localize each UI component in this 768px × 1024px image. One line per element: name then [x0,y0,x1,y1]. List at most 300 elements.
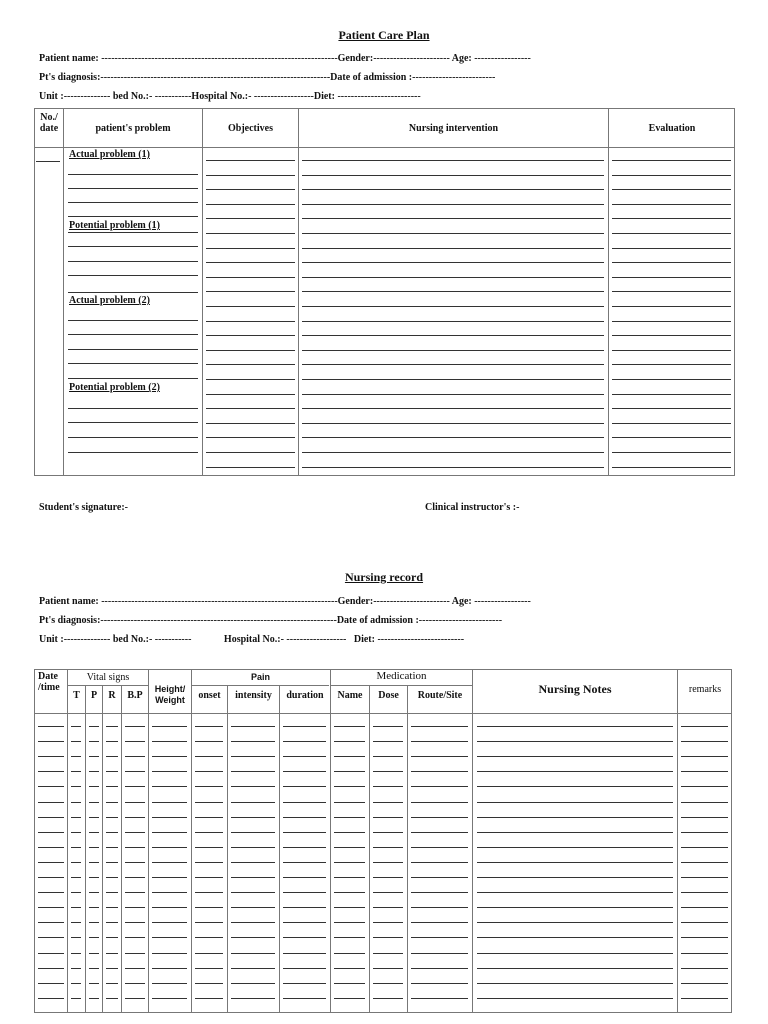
record-entry-line [89,802,99,803]
record-entry-line [152,756,187,757]
care-plan-col-problem: patient's problem [95,123,171,134]
record-entry-line [283,968,326,969]
objective-writing-line [206,364,295,365]
nursing-record-patient-line: Patient name: -----------------------------------------------------------------------Gender:----------------------- Age: ----------------- [39,596,531,607]
record-entry-line [125,968,145,969]
record-entry-line [125,832,145,833]
record-entry-line [411,832,468,833]
record-entry-line [38,771,64,772]
record-entry-line [71,998,81,999]
record-entry-line [681,922,728,923]
record-entry-line [71,907,81,908]
record-entry-line [283,998,326,999]
problem-writing-line [68,422,198,423]
nursing-record-header-divider [34,713,732,714]
record-entry-line [195,953,223,954]
record-entry-line [38,741,64,742]
care-plan-col-objectives: Objectives [228,123,273,134]
record-entry-line [89,741,99,742]
record-entry-line [89,832,99,833]
record-entry-line [106,892,118,893]
record-entry-line [334,771,365,772]
record-entry-line [477,998,673,999]
record-entry-line [125,817,145,818]
record-entry-line [89,907,99,908]
evaluation-writing-line [612,379,731,380]
record-entry-line [125,802,145,803]
record-entry-line [38,937,64,938]
record-entry-line [373,937,403,938]
record-entry-line [195,983,223,984]
record-entry-line [681,877,728,878]
record-entry-line [411,847,468,848]
record-entry-line [71,983,81,984]
care-plan-col-divider [63,108,64,476]
record-entry-line [106,877,118,878]
record-entry-line [681,937,728,938]
col-nursing-notes: Nursing Notes [538,682,612,696]
record-entry-line [152,922,187,923]
record-entry-line [477,907,673,908]
record-entry-line [152,968,187,969]
record-entry-line [38,847,64,848]
record-entry-line [231,983,275,984]
record-entry-line [106,983,118,984]
objective-writing-line [206,218,295,219]
nursing-record-col-divider [369,685,370,1013]
problem-writing-line [68,232,198,233]
record-entry-line [283,832,326,833]
objective-writing-line [206,423,295,424]
record-entry-line [334,922,365,923]
care-plan-col-divider [608,108,609,476]
record-entry-line [152,726,187,727]
record-entry-line [89,877,99,878]
evaluation-writing-line [612,467,731,468]
record-entry-line [195,817,223,818]
record-entry-line [38,726,64,727]
record-entry-line [152,937,187,938]
record-entry-line [106,771,118,772]
problem-writing-line [68,363,198,364]
record-entry-line [334,847,365,848]
intervention-writing-line [302,350,604,351]
record-entry-line [106,832,118,833]
record-entry-line [195,968,223,969]
nursing-record-col-divider [677,669,678,1013]
objective-writing-line [206,262,295,263]
record-entry-line [334,726,365,727]
care-plan-col-intervention: Nursing intervention [408,123,499,134]
intervention-writing-line [302,335,604,336]
record-entry-line [38,953,64,954]
record-entry-line [195,847,223,848]
evaluation-writing-line [612,248,731,249]
objective-writing-line [206,189,295,190]
record-entry-line [373,998,403,999]
record-entry-line [106,847,118,848]
evaluation-writing-line [612,394,731,395]
record-entry-line [477,968,673,969]
record-entry-line [89,786,99,787]
record-entry-line [411,937,468,938]
record-entry-line [477,832,673,833]
evaluation-writing-line [612,204,731,205]
intervention-writing-line [302,437,604,438]
col-vital-signs: Vital signs [86,672,130,683]
col-bp: B.P [127,690,143,701]
record-entry-line [38,786,64,787]
record-entry-line [125,847,145,848]
record-entry-line [125,922,145,923]
nursing-record-col-divider [148,669,149,1013]
objective-writing-line [206,452,295,453]
record-entry-line [71,968,81,969]
record-entry-line [411,877,468,878]
objective-writing-line [206,379,295,380]
record-entry-line [38,877,64,878]
record-entry-line [681,786,728,787]
problem-writing-line [68,174,198,175]
care-plan-col-divider [298,108,299,476]
record-entry-line [125,907,145,908]
objective-writing-line [206,335,295,336]
record-entry-line [681,907,728,908]
intervention-writing-line [302,394,604,395]
objective-writing-line [206,408,295,409]
record-entry-line [106,922,118,923]
record-entry-line [125,862,145,863]
col-onset: onset [198,690,221,701]
record-entry-line [681,953,728,954]
care-plan-col-divider [202,108,203,476]
nursing-record-table-frame [34,669,732,1013]
record-entry-line [152,892,187,893]
record-entry-line [106,802,118,803]
nursing-record-col-divider [191,669,192,1013]
record-entry-line [334,802,365,803]
problem-writing-line [68,378,198,379]
record-entry-line [681,847,728,848]
record-entry-line [411,953,468,954]
record-entry-line [231,786,275,787]
record-entry-line [89,983,99,984]
intervention-writing-line [302,379,604,380]
record-entry-line [411,802,468,803]
problem-writing-line [68,246,198,247]
record-entry-line [373,786,403,787]
record-entry-line [231,756,275,757]
objective-writing-line [206,306,295,307]
record-entry-line [125,892,145,893]
record-entry-line [71,877,81,878]
record-entry-line [283,892,326,893]
evaluation-writing-line [612,175,731,176]
col-dose: Dose [378,690,399,701]
col-p: P [90,690,98,701]
record-entry-line [89,998,99,999]
record-entry-line [334,817,365,818]
problem-writing-line [68,188,198,189]
record-entry-line [477,922,673,923]
record-entry-line [231,802,275,803]
record-entry-line [152,786,187,787]
nursing-record-col-divider [330,669,331,1013]
record-entry-line [334,998,365,999]
intervention-writing-line [302,175,604,176]
record-entry-line [71,756,81,757]
record-entry-line [334,892,365,893]
record-entry-line [373,922,403,923]
record-entry-line [373,756,403,757]
record-entry-line [38,892,64,893]
intervention-writing-line [302,423,604,424]
record-entry-line [89,937,99,938]
record-entry-line [106,907,118,908]
record-entry-line [477,877,673,878]
record-entry-line [38,998,64,999]
record-entry-line [125,741,145,742]
col-duration: duration [286,690,324,701]
record-entry-line [231,862,275,863]
record-entry-line [283,907,326,908]
record-entry-line [195,892,223,893]
record-entry-line [71,802,81,803]
potential-problem-1-label: Potential problem (1) [69,220,160,231]
record-entry-line [71,892,81,893]
record-entry-line [231,771,275,772]
record-entry-line [477,953,673,954]
record-entry-line [334,937,365,938]
record-entry-line [89,726,99,727]
record-entry-line [125,756,145,757]
record-entry-line [283,862,326,863]
evaluation-writing-line [612,350,731,351]
intervention-writing-line [302,364,604,365]
intervention-writing-line [302,218,604,219]
intervention-writing-line [302,262,604,263]
record-entry-line [195,862,223,863]
objective-writing-line [206,437,295,438]
record-entry-line [125,877,145,878]
record-entry-line [681,998,728,999]
col-date-time: Date /time [38,671,60,693]
record-entry-line [283,817,326,818]
nursing-record-title: Nursing record [344,570,424,584]
evaluation-writing-line [612,277,731,278]
record-entry-line [283,771,326,772]
record-entry-line [195,832,223,833]
record-entry-line [195,786,223,787]
record-entry-line [38,802,64,803]
record-entry-line [71,937,81,938]
nursing-record-col-divider [85,685,86,1013]
record-entry-line [152,998,187,999]
record-entry-line [125,953,145,954]
care-plan-unit-line: Unit :-------------- bed No.:- -----------Hospital No.:- ------------------Diet: ------------------------- [39,91,421,102]
evaluation-writing-line [612,189,731,190]
record-entry-line [195,998,223,999]
intervention-writing-line [302,452,604,453]
record-entry-line [283,877,326,878]
record-entry-line [477,802,673,803]
record-entry-line [89,892,99,893]
intervention-writing-line [302,248,604,249]
record-entry-line [71,922,81,923]
record-entry-line [195,756,223,757]
intervention-writing-line [302,306,604,307]
evaluation-writing-line [612,408,731,409]
record-entry-line [89,756,99,757]
record-entry-line [373,907,403,908]
record-entry-line [681,968,728,969]
record-entry-line [231,968,275,969]
evaluation-writing-line [612,218,731,219]
record-entry-line [477,983,673,984]
intervention-writing-line [302,189,604,190]
actual-problem-1-label: Actual problem (1) [69,149,150,160]
record-entry-line [195,802,223,803]
evaluation-writing-line [612,306,731,307]
record-entry-line [373,862,403,863]
record-entry-line [477,847,673,848]
evaluation-writing-line [612,452,731,453]
record-entry-line [334,907,365,908]
record-entry-line [681,756,728,757]
col-med-name: Name [337,690,363,701]
nursing-record-col-divider [102,685,103,1013]
objective-writing-line [206,467,295,468]
record-entry-line [681,817,728,818]
record-entry-line [477,741,673,742]
record-entry-line [681,802,728,803]
evaluation-writing-line [612,160,731,161]
record-entry-line [411,741,468,742]
date-entry-line [36,161,60,162]
record-entry-line [89,862,99,863]
record-entry-line [477,937,673,938]
record-entry-line [152,907,187,908]
vital-signs-subheader-divider [67,685,148,686]
record-entry-line [411,998,468,999]
record-entry-line [231,937,275,938]
record-entry-line [373,877,403,878]
care-plan-col-evaluation: Evaluation [648,123,696,134]
nursing-record-col-divider [279,685,280,1013]
objective-writing-line [206,394,295,395]
record-entry-line [125,998,145,999]
record-entry-line [71,847,81,848]
record-entry-line [477,892,673,893]
record-entry-line [231,998,275,999]
evaluation-writing-line [612,364,731,365]
record-entry-line [373,771,403,772]
record-entry-line [231,907,275,908]
record-entry-line [411,907,468,908]
record-entry-line [681,832,728,833]
record-entry-line [681,892,728,893]
record-entry-line [411,786,468,787]
record-entry-line [334,862,365,863]
nursing-record-col-divider [227,685,228,1013]
record-entry-line [231,726,275,727]
record-entry-line [477,817,673,818]
col-route-site: Route/Site [417,690,463,701]
col-remarks: remarks [688,684,722,695]
care-plan-col-no-date: No./ date [39,112,59,134]
record-entry-line [71,771,81,772]
objective-writing-line [206,160,295,161]
record-entry-line [373,726,403,727]
record-entry-line [152,817,187,818]
record-entry-line [373,847,403,848]
col-medication: Medication [376,670,427,682]
record-entry-line [231,877,275,878]
record-entry-line [373,953,403,954]
record-entry-line [38,832,64,833]
record-entry-line [373,817,403,818]
record-entry-line [89,953,99,954]
record-entry-line [195,726,223,727]
record-entry-line [283,786,326,787]
col-intensity: intensity [235,690,272,701]
problem-writing-line [68,202,198,203]
nursing-record-diagnosis-line: Pt's diagnosis:-----------------------------------------------------------------------Date of admission :------------------------- [39,615,503,626]
intervention-writing-line [302,291,604,292]
evaluation-writing-line [612,321,731,322]
care-plan-title: Patient Care Plan [338,28,430,42]
record-entry-line [334,832,365,833]
record-entry-line [71,953,81,954]
nursing-record-unit-line: Unit :-------------- bed No.:- ----------- Hospital No.:- ------------------ Diet: -------------------------- [39,634,465,645]
record-entry-line [71,832,81,833]
student-signature-label: Student's signature:- [39,502,128,513]
record-entry-line [373,741,403,742]
record-entry-line [106,726,118,727]
record-entry-line [195,937,223,938]
record-entry-line [334,741,365,742]
record-entry-line [38,968,64,969]
record-entry-line [195,922,223,923]
record-entry-line [125,771,145,772]
col-r: R [108,690,116,701]
care-plan-header-divider [34,147,735,148]
problem-writing-line [68,320,198,321]
objective-writing-line [206,321,295,322]
record-entry-line [231,817,275,818]
record-entry-line [681,983,728,984]
record-entry-line [283,741,326,742]
record-entry-line [152,877,187,878]
record-entry-line [89,847,99,848]
record-entry-line [283,983,326,984]
record-entry-line [106,998,118,999]
evaluation-writing-line [612,262,731,263]
objective-writing-line [206,175,295,176]
record-entry-line [411,968,468,969]
problem-writing-line [68,437,198,438]
problem-writing-line [68,261,198,262]
evaluation-writing-line [612,233,731,234]
record-entry-line [125,786,145,787]
record-entry-line [89,817,99,818]
record-entry-line [38,862,64,863]
record-entry-line [334,756,365,757]
evaluation-writing-line [612,335,731,336]
problem-writing-line [68,349,198,350]
record-entry-line [411,862,468,863]
record-entry-line [125,983,145,984]
